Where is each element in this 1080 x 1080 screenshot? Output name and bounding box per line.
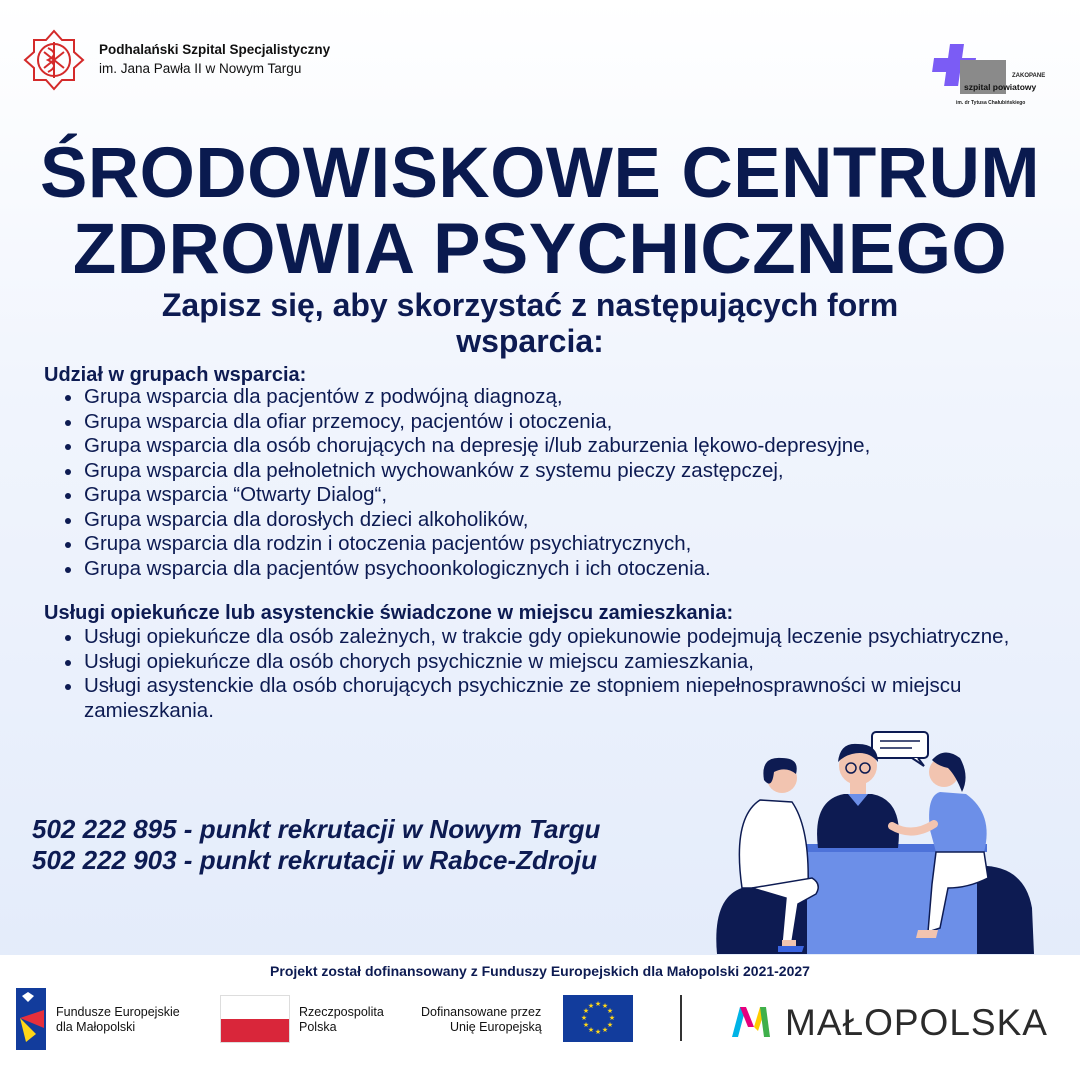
contact-phone-nowy-targ[interactable]: 502 222 895 - punkt rekrutacji w Nowym Targu — [32, 814, 601, 844]
support-groups-list — [62, 385, 1062, 581]
svg-text:★: ★ — [582, 1021, 590, 1029]
hospital-subtitle: im. Jana Pawła II w Nowym Targu — [99, 61, 302, 76]
eu-cofinanced-label-2: Unię Europejską — [450, 1020, 542, 1034]
poland-flag-icon — [220, 995, 290, 1043]
list-item: Grupa wsparcia “Otwarty Dialog“, — [62, 483, 1062, 508]
svg-text:★: ★ — [580, 1014, 588, 1022]
page-subtitle — [90, 287, 970, 359]
eu-cofinanced-label-1: Dofinansowane przez — [421, 1005, 542, 1019]
list-item: Grupa wsparcia dla dorosłych dzieci alkoholików, — [62, 508, 1062, 533]
svg-text:★: ★ — [608, 1014, 616, 1022]
list-item: Usługi asystenckie dla osób chorujących psychicznie ze stopniem niepełnosprawności w miejscu zamieszkania. — [62, 674, 1042, 723]
center-man — [817, 744, 899, 848]
speech-bubble-icon — [872, 732, 928, 766]
zakopane-hospital-logo — [934, 44, 1046, 110]
eu-funds-logo-icon — [16, 988, 46, 1050]
svg-text:★: ★ — [594, 1028, 602, 1036]
zakopane-label: ZAKOPANE — [1012, 73, 1046, 79]
funding-note: Projekt został dofinansowany z Funduszy Europejskich dla Małopolski 2021-2027 — [270, 963, 810, 979]
title-line-1: ŚRODOWISKOWE CENTRUM — [39, 134, 1040, 213]
list-item: Grupa wsparcia dla pacjentów psychoonkologicznych i ich otoczenia. — [62, 557, 1062, 582]
svg-text:★: ★ — [582, 1007, 590, 1015]
subtitle-line-2: wsparcia: — [456, 323, 604, 359]
svg-text:★: ★ — [601, 1002, 609, 1010]
hospital-logo-icon — [22, 28, 86, 92]
list-item: Usługi opiekuńcze dla osób chorych psychicznie w miejscu zamieszkania, — [62, 650, 1042, 675]
eu-funds-label-1: Fundusze Europejskie — [56, 1005, 180, 1019]
therapy-session-illustration — [712, 728, 1052, 954]
subtitle-line-1: Zapisz się, aby skorzystać z następujących form — [161, 287, 899, 323]
list-item: Grupa wsparcia dla rodzin i otoczenia pacjentów psychiatrycznych, — [62, 532, 1062, 557]
page-title — [0, 136, 1080, 288]
malopolska-logo-icon — [730, 1003, 772, 1039]
section-title-care-services: Usługi opiekuńcze lub asystenckie świadczone w miejscu zamieszkania: — [44, 602, 734, 624]
footer-divider — [680, 995, 682, 1041]
svg-text:★: ★ — [606, 1021, 614, 1029]
eu-funds-label-2: dla Małopolski — [56, 1020, 136, 1034]
poland-label-2: Polska — [299, 1020, 337, 1034]
poland-label-1: Rzeczpospolita — [299, 1005, 384, 1019]
svg-text:★: ★ — [587, 1002, 595, 1010]
care-services-list — [62, 625, 1042, 723]
patron-label: im. dr Tytusa Chałubińskiego — [956, 100, 1026, 106]
svg-text:★: ★ — [587, 1026, 595, 1034]
svg-text:★: ★ — [606, 1007, 614, 1015]
title-line-2: ZDROWIA PSYCHICZNEGO — [72, 210, 1008, 289]
szpital-label: szpital powiatowy — [964, 82, 1037, 92]
list-item: Grupa wsparcia dla pacjentów z podwójną diagnozą, — [62, 385, 1062, 410]
eu-flag-icon — [563, 995, 633, 1042]
section-title-support-groups: Udział w grupach wsparcia: — [44, 364, 307, 386]
list-item: Grupa wsparcia dla pełnoletnich wychowanków z systemu pieczy zastępczej, — [62, 459, 1062, 484]
svg-text:★: ★ — [601, 1026, 609, 1034]
list-item: Grupa wsparcia dla osób chorujących na depresję i/lub zaburzenia lękowo-depresyjne, — [62, 434, 1062, 459]
contact-phone-rabka-zdroj[interactable]: 502 222 903 - punkt rekrutacji w Rabce-Zdroju — [32, 845, 597, 875]
list-item: Grupa wsparcia dla ofiar przemocy, pacjentów i otoczenia, — [62, 410, 1062, 435]
hospital-name: Podhalański Szpital Specjalistyczny — [99, 42, 331, 57]
malopolska-wordmark: MAŁOPOLSKA — [785, 1002, 1048, 1043]
list-item: Usługi opiekuńcze dla osób zależnych, w trakcie gdy opiekunowie podejmują leczenie psychiatryczne, — [62, 625, 1042, 650]
svg-text:★: ★ — [594, 1000, 602, 1008]
